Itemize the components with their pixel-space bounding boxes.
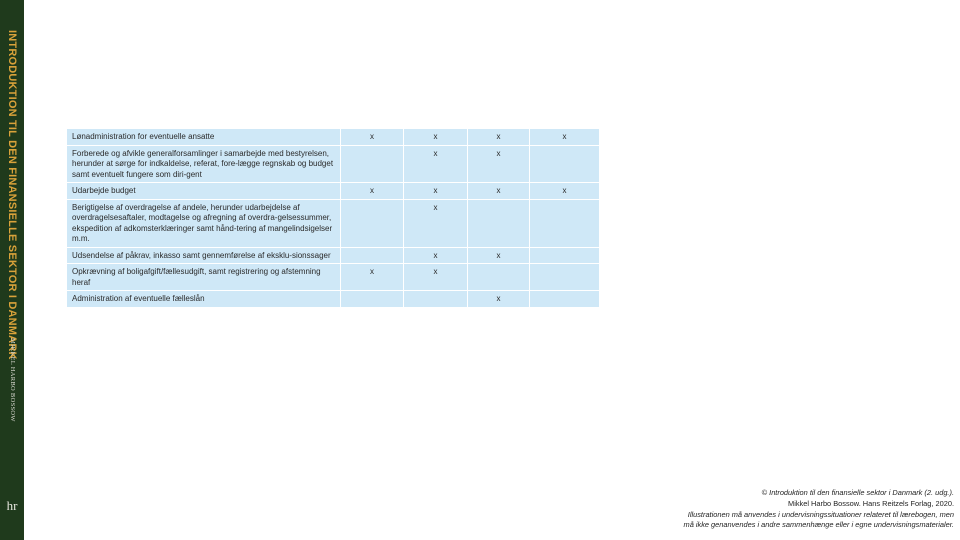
spine-author: MIKKEL HARBO BOSSOW — [9, 338, 16, 422]
task-cell: Administration af eventuelle fælleslån — [67, 291, 341, 308]
mark-cell: x — [530, 129, 600, 146]
mark-cell: x — [468, 183, 530, 200]
mark-cell — [468, 264, 530, 291]
table-row — [67, 129, 600, 146]
mark-cell: x — [468, 247, 530, 264]
mark-cell — [341, 291, 404, 308]
responsibility-table-container — [66, 128, 599, 308]
spine-title: INTRODUKTION TIL DEN FINANSIELLE SEKTOR I DANMARK — [6, 30, 18, 360]
mark-cell — [341, 247, 404, 264]
book-spine — [0, 0, 24, 540]
table-row — [67, 264, 600, 291]
copyright-line-2: Mikkel Harbo Bossow. Hans Reitzels Forlag, 2020. — [788, 498, 954, 508]
mark-cell: x — [341, 264, 404, 291]
mark-cell: x — [404, 145, 468, 183]
copyright-line-4: må ikke genanvendes i andre sammenhænge eller i egne undervisningsmaterialer. — [683, 520, 954, 530]
mark-cell: x — [404, 199, 468, 247]
table-row — [67, 291, 600, 308]
mark-cell: x — [530, 183, 600, 200]
mark-cell: x — [341, 129, 404, 146]
mark-cell — [530, 291, 600, 308]
mark-cell: x — [404, 247, 468, 264]
copyright-notice — [594, 488, 954, 531]
mark-cell: x — [468, 291, 530, 308]
task-cell: Berigtigelse af overdragelse af andele, herunder udarbejdelse af overdragelsesaftaler, modtagelse og afregning af overdra-gelsessummer, ekspedition af adkomsterklæringer samt hånd-tering af mangelindsigelser m.m. — [67, 199, 341, 247]
mark-cell: x — [341, 183, 404, 200]
mark-cell — [530, 247, 600, 264]
task-cell: Udarbejde budget — [67, 183, 341, 200]
mark-cell — [530, 145, 600, 183]
mark-cell — [468, 199, 530, 247]
task-cell: Udsendelse af påkrav, inkasso samt gennemførelse af eksklu-sionssager — [67, 247, 341, 264]
task-cell: Opkrævning af boligafgift/fællesudgift, samt registrering og afstemning heraf — [67, 264, 341, 291]
responsibility-table — [66, 128, 600, 308]
mark-cell — [530, 199, 600, 247]
mark-cell: x — [404, 264, 468, 291]
mark-cell — [341, 145, 404, 183]
mark-cell: x — [404, 129, 468, 146]
table-row — [67, 199, 600, 247]
mark-cell: x — [468, 145, 530, 183]
copyright-line-1: © Introduktion til den finansielle sektor i Danmark (2. udg.). — [761, 488, 954, 497]
mark-cell — [404, 291, 468, 308]
table-row — [67, 183, 600, 200]
mark-cell — [341, 199, 404, 247]
publisher-logo: hr — [6, 498, 18, 513]
mark-cell: x — [468, 129, 530, 146]
copyright-line-3: Illustrationen må anvendes i undervisningssituationer relateret til lærebogen, men — [687, 509, 954, 519]
mark-cell: x — [404, 183, 468, 200]
table-row — [67, 247, 600, 264]
task-cell: Forberede og afvikle generalforsamlinger i samarbejde med bestyrelsen, herunder at sørge for indkaldelse, referat, fore-lægge regnskab og budget samt eventuelt fungere som diri-gent — [67, 145, 341, 183]
mark-cell — [530, 264, 600, 291]
task-cell: Lønadministration for eventuelle ansatte — [67, 129, 341, 146]
table-row — [67, 145, 600, 183]
